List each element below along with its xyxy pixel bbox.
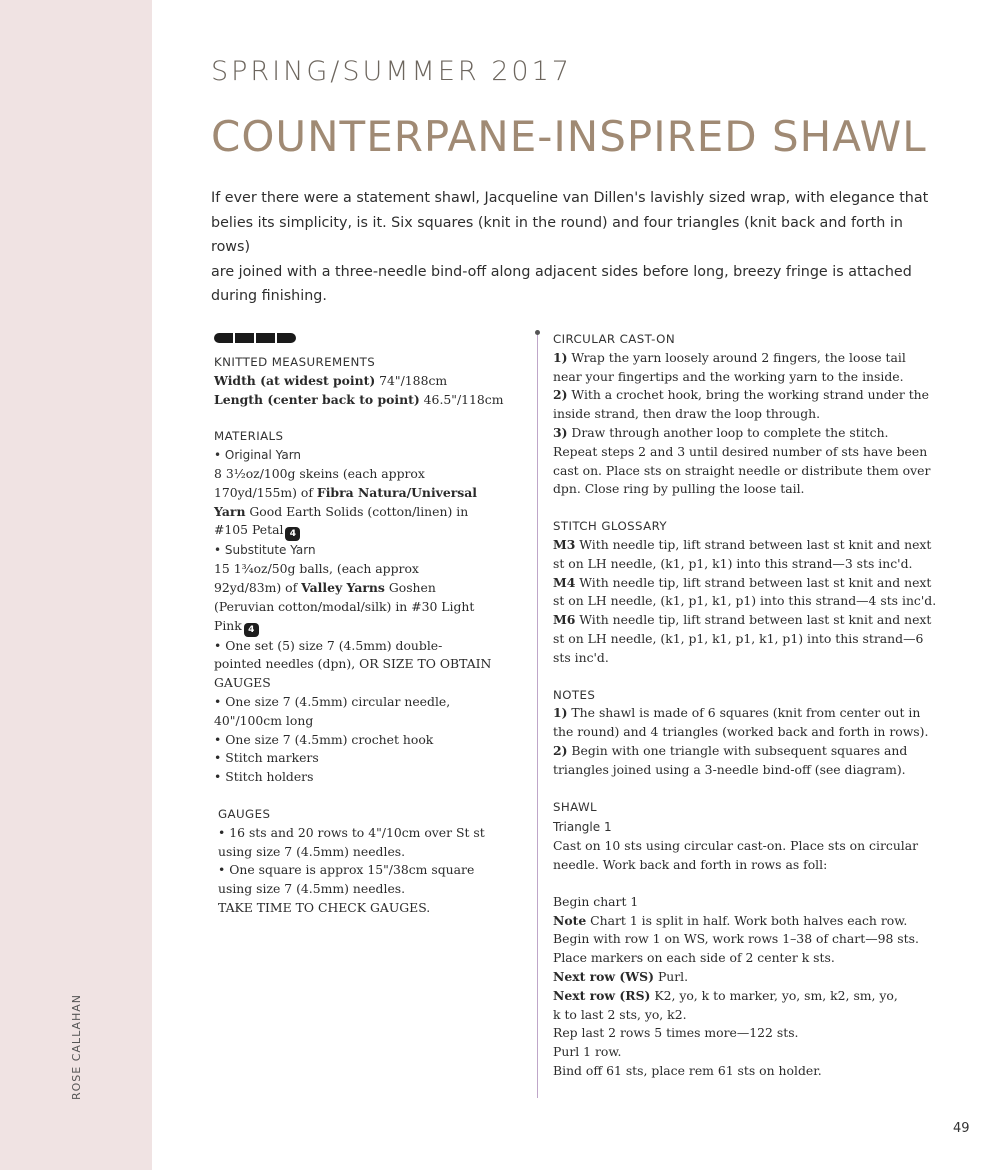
- intro-line: during finishing.: [211, 288, 327, 304]
- gauge-line: using size 7 (4.5mm) needles.: [218, 881, 406, 897]
- glossary-line: sts inc'd.: [553, 649, 609, 665]
- notes-line: the round) and 4 triangles (worked back and forth in rows).: [553, 724, 929, 740]
- material-line: #105 Petal 4: [214, 521, 514, 541]
- shawl-line: Next row (RS) K2, yo, k to marker, yo, sm, k2, sm, yo,: [553, 987, 898, 1003]
- column-divider: [537, 333, 538, 1098]
- gauge-line: • One square is approx 15"/38cm square: [218, 862, 475, 878]
- shawl-line: Begin with row 1 on WS, work rows 1–38 of chart—98 sts.: [553, 931, 919, 947]
- skill-level-bars-icon: [214, 333, 514, 343]
- glossary-heading: STITCH GLOSSARY: [553, 519, 668, 534]
- cast-on-line: near your fingertips and the working yarn to the inside.: [553, 368, 904, 384]
- material-line: 8 3½oz/100g skeins (each approx: [214, 465, 425, 481]
- glossary-line: st on LH needle, (k1, p1, k1, p1) into this strand—4 sts inc'd.: [553, 593, 937, 609]
- substitute-yarn-label: • Substitute Yarn: [214, 543, 316, 558]
- material-line: GAUGES: [214, 675, 271, 691]
- gauge-line: • 16 sts and 20 rows to 4"/10cm over St st: [218, 824, 485, 840]
- material-line: 92yd/83m) of Valley Yarns Goshen: [214, 579, 436, 595]
- cast-on-line: inside strand, then draw the loop through.: [553, 406, 821, 422]
- intro-paragraph: [211, 186, 941, 309]
- glossary-line: st on LH needle, (k1, p1, k1, p1, k1, p1) into this strand—6: [553, 630, 924, 646]
- gauges-heading: GAUGES: [218, 806, 271, 821]
- material-line: (Peruvian cotton/modal/silk) in #30 Light: [214, 598, 475, 614]
- material-line: • One size 7 (4.5mm) circular needle,: [214, 693, 451, 709]
- shawl-line: needle. Work back and forth in rows as foll:: [553, 856, 828, 872]
- glossary-line: M6 With needle tip, lift strand between last st knit and next: [553, 612, 932, 628]
- shawl-line: Next row (WS) Purl.: [553, 968, 689, 984]
- cast-on-line: 1) Wrap the yarn loosely around 2 fingers, the loose tail: [553, 349, 906, 365]
- material-line: • One set (5) size 7 (4.5mm) double-: [214, 637, 443, 653]
- cast-on-line: 3) Draw through another loop to complete the stitch.: [553, 424, 889, 440]
- materials-heading: MATERIALS: [214, 429, 284, 444]
- shawl-line: Rep last 2 rows 5 times more—122 sts.: [553, 1025, 799, 1041]
- material-line: 40"/100cm long: [214, 712, 314, 728]
- material-line: • Stitch markers: [214, 750, 319, 766]
- page-number: 49: [953, 1121, 970, 1136]
- left-column: [214, 330, 514, 918]
- material-line: • Stitch holders: [214, 769, 314, 785]
- gauge-line: using size 7 (4.5mm) needles.: [218, 843, 406, 859]
- chart-label: Begin chart 1: [553, 893, 639, 909]
- yarn-weight-icon: 4: [285, 527, 300, 541]
- intro-line: are joined with a three-needle bind-off along adjacent sides before long, breezy fringe is attached: [211, 263, 912, 280]
- yarn-weight-icon: 4: [244, 623, 259, 637]
- shawl-line: Bind off 61 sts, place rem 61 sts on holder.: [553, 1062, 822, 1078]
- material-line: Yarn Good Earth Solids (cotton/linen) in: [214, 503, 469, 519]
- material-line: 15 1¾oz/50g balls, (each approx: [214, 561, 419, 577]
- shawl-line: Purl 1 row.: [553, 1044, 622, 1060]
- notes-heading: NOTES: [553, 687, 596, 702]
- shawl-line: Place markers on each side of 2 center k sts.: [553, 950, 835, 966]
- shawl-line: Note Chart 1 is split in half. Work both halves each row.: [553, 912, 908, 928]
- glossary-line: M3 With needle tip, lift strand between last st knit and next: [553, 536, 932, 552]
- glossary-line: M4 With needle tip, lift strand between last st knit and next: [553, 574, 932, 590]
- cast-on-line: 2) With a crochet hook, bring the working strand under the: [553, 387, 929, 403]
- material-line: 170yd/155m) of Fibra Natura/Universal: [214, 484, 477, 500]
- page-title: COUNTERPANE-INSPIRED SHAWL: [211, 112, 927, 161]
- notes-line: 1) The shawl is made of 6 squares (knit from center out in: [553, 705, 921, 721]
- glossary-line: st on LH needle, (k1, p1, k1) into this strand—3 sts inc'd.: [553, 555, 913, 571]
- shawl-line: k to last 2 sts, yo, k2.: [553, 1006, 687, 1022]
- triangle-subheading: Triangle 1: [553, 820, 612, 835]
- notes-line: triangles joined using a 3-needle bind-off (see diagram).: [553, 761, 906, 777]
- material-line: Pink 4: [214, 617, 514, 637]
- measurements-heading: KNITTED MEASUREMENTS: [214, 355, 376, 369]
- photo-credit: ROSE CALLAHAN: [70, 994, 83, 1100]
- material-line: pointed needles (dpn), OR SIZE TO OBTAIN: [214, 656, 492, 672]
- length-line: Length (center back to point) 46.5"/118cm: [214, 391, 504, 407]
- gauge-line: TAKE TIME TO CHECK GAUGES.: [218, 899, 431, 915]
- width-line: Width (at widest point) 74"/188cm: [214, 372, 448, 388]
- original-yarn-label: • Original Yarn: [214, 448, 302, 463]
- shawl-line: Cast on 10 sts using circular cast-on. Place sts on circular: [553, 838, 919, 854]
- cast-on-line: cast on. Place sts on straight needle or distribute them over: [553, 462, 931, 478]
- shawl-heading: SHAWL: [553, 799, 598, 814]
- cast-on-heading: CIRCULAR CAST-ON: [553, 332, 676, 346]
- notes-line: 2) Begin with one triangle with subsequent squares and: [553, 742, 908, 758]
- right-column: [553, 330, 973, 1081]
- intro-line: If ever there were a statement shawl, Jacqueline van Dillen's lavishly sized wrap, with elegance that: [211, 190, 929, 206]
- intro-line: belies its simplicity, is it. Six squares (knit in the round) and four triangles (knit back and forth in rows): [211, 214, 903, 255]
- season-label: SPRING/SUMMER 2017: [211, 56, 572, 87]
- cast-on-line: Repeat steps 2 and 3 until desired number of sts have been: [553, 443, 928, 459]
- cast-on-line: dpn. Close ring by pulling the loose tail.: [553, 481, 805, 497]
- material-line: • One size 7 (4.5mm) crochet hook: [214, 731, 434, 747]
